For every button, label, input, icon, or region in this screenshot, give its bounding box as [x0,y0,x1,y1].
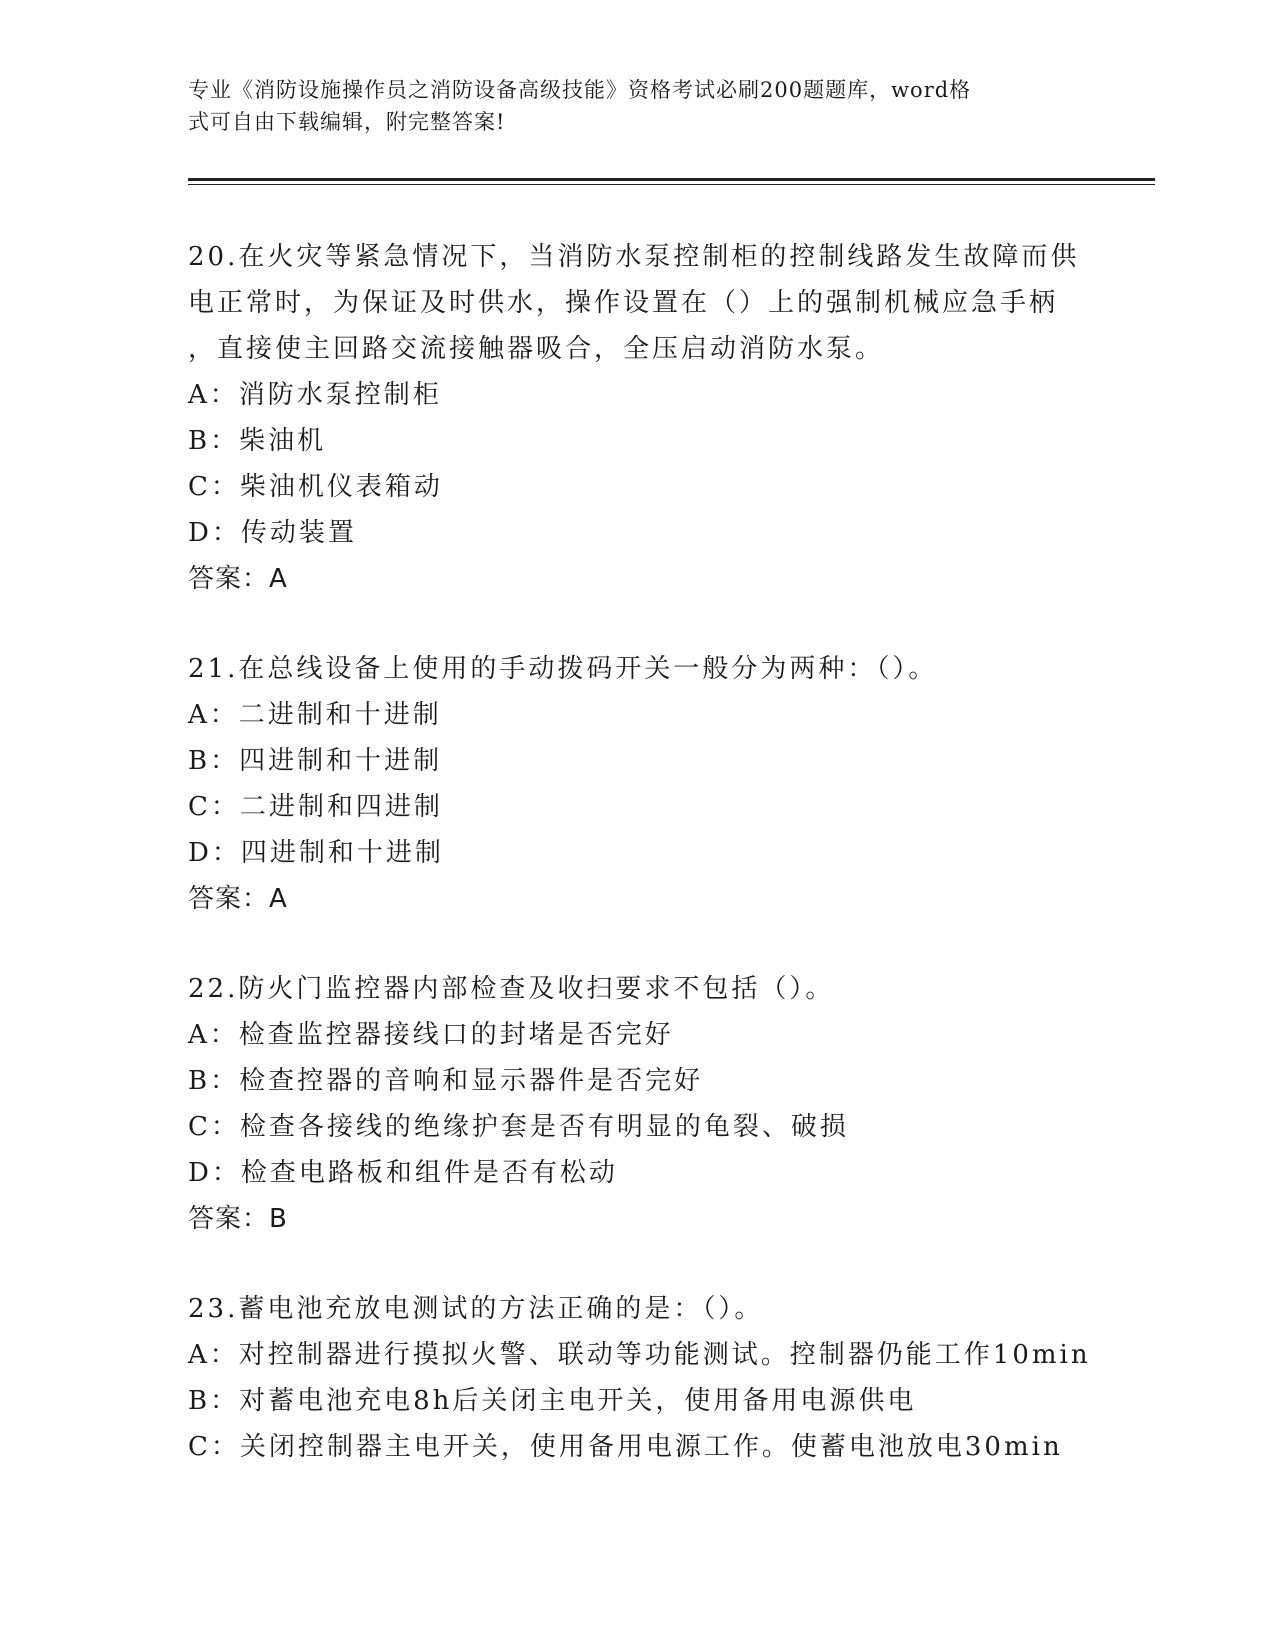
question-stem [188,646,1088,692]
question-stem-line: ，直接使主回路交流接触器吸合，全压启动消防水泵。 [188,334,885,364]
question-stem [188,234,1088,372]
option-b: B：四进制和十进制 [188,746,443,776]
option-a: A：二进制和十进制 [188,700,442,730]
option-c: C：柴油机仪表箱动 [188,472,443,502]
question-stem-line: 电正常时，为保证及时供水，操作设置在（）上的强制机械应急手柄 [188,288,1059,318]
document-header [188,74,1068,138]
header-line-2: 式可自由下载编辑，附完整答案! [188,110,506,134]
question-stem [188,966,1088,1012]
option-a: A：消防水泵控制柜 [188,380,442,410]
question-list [188,234,1091,1514]
option-c: C：二进制和四进制 [188,792,443,822]
question-stem [188,1286,1088,1332]
option-c: C：检查各接线的绝缘护套是否有明显的龟裂、破损 [188,1112,849,1142]
question-stem-line: 21.在总线设备上使用的手动拨码开关一般分为两种：（）。 [188,654,938,684]
option-b: B：检查控器的音响和显示器件是否完好 [188,1066,704,1096]
question-21 [188,646,1088,922]
option-b: B：对蓄电池充电8h后关闭主电开关，使用备用电源供电 [188,1386,917,1416]
answer: 答案：A [188,884,288,914]
option-d: D：检查电路板和组件是否有松动 [188,1158,618,1188]
option-a: A：对控制器进行摸拟火警、联动等功能测试。控制器仍能工作10min [188,1340,1091,1370]
option-d: D：四进制和十进制 [188,838,444,868]
question-stem-line: 23.蓄电池充放电测试的方法正确的是：（）。 [188,1294,764,1324]
question-stem-line: 20.在火灾等紧急情况下，当消防水泵控制柜的控制线路发生故障而供 [188,242,1080,272]
question-22 [188,966,1088,1242]
header-divider-thin [188,184,1155,185]
option-a: A：检查监控器接线口的封堵是否完好 [188,1020,674,1050]
header-line-1: 专业《消防设施操作员之消防设备高级技能》资格考试必刷200题题库，word格 [188,78,972,102]
answer: 答案：A [188,564,288,594]
option-b: B：柴油机 [188,426,327,456]
header-divider-thick [188,178,1155,181]
question-23 [188,1286,1091,1470]
question-20 [188,234,1088,602]
option-d: D：传动装置 [188,518,357,548]
option-c: C：关闭控制器主电开关，使用备用电源工作。使蓄电池放电30min [188,1432,1063,1462]
question-stem-line: 22.防火门监控器内部检查及收扫要求不包括（）。 [188,974,835,1004]
answer: 答案：B [188,1204,288,1234]
